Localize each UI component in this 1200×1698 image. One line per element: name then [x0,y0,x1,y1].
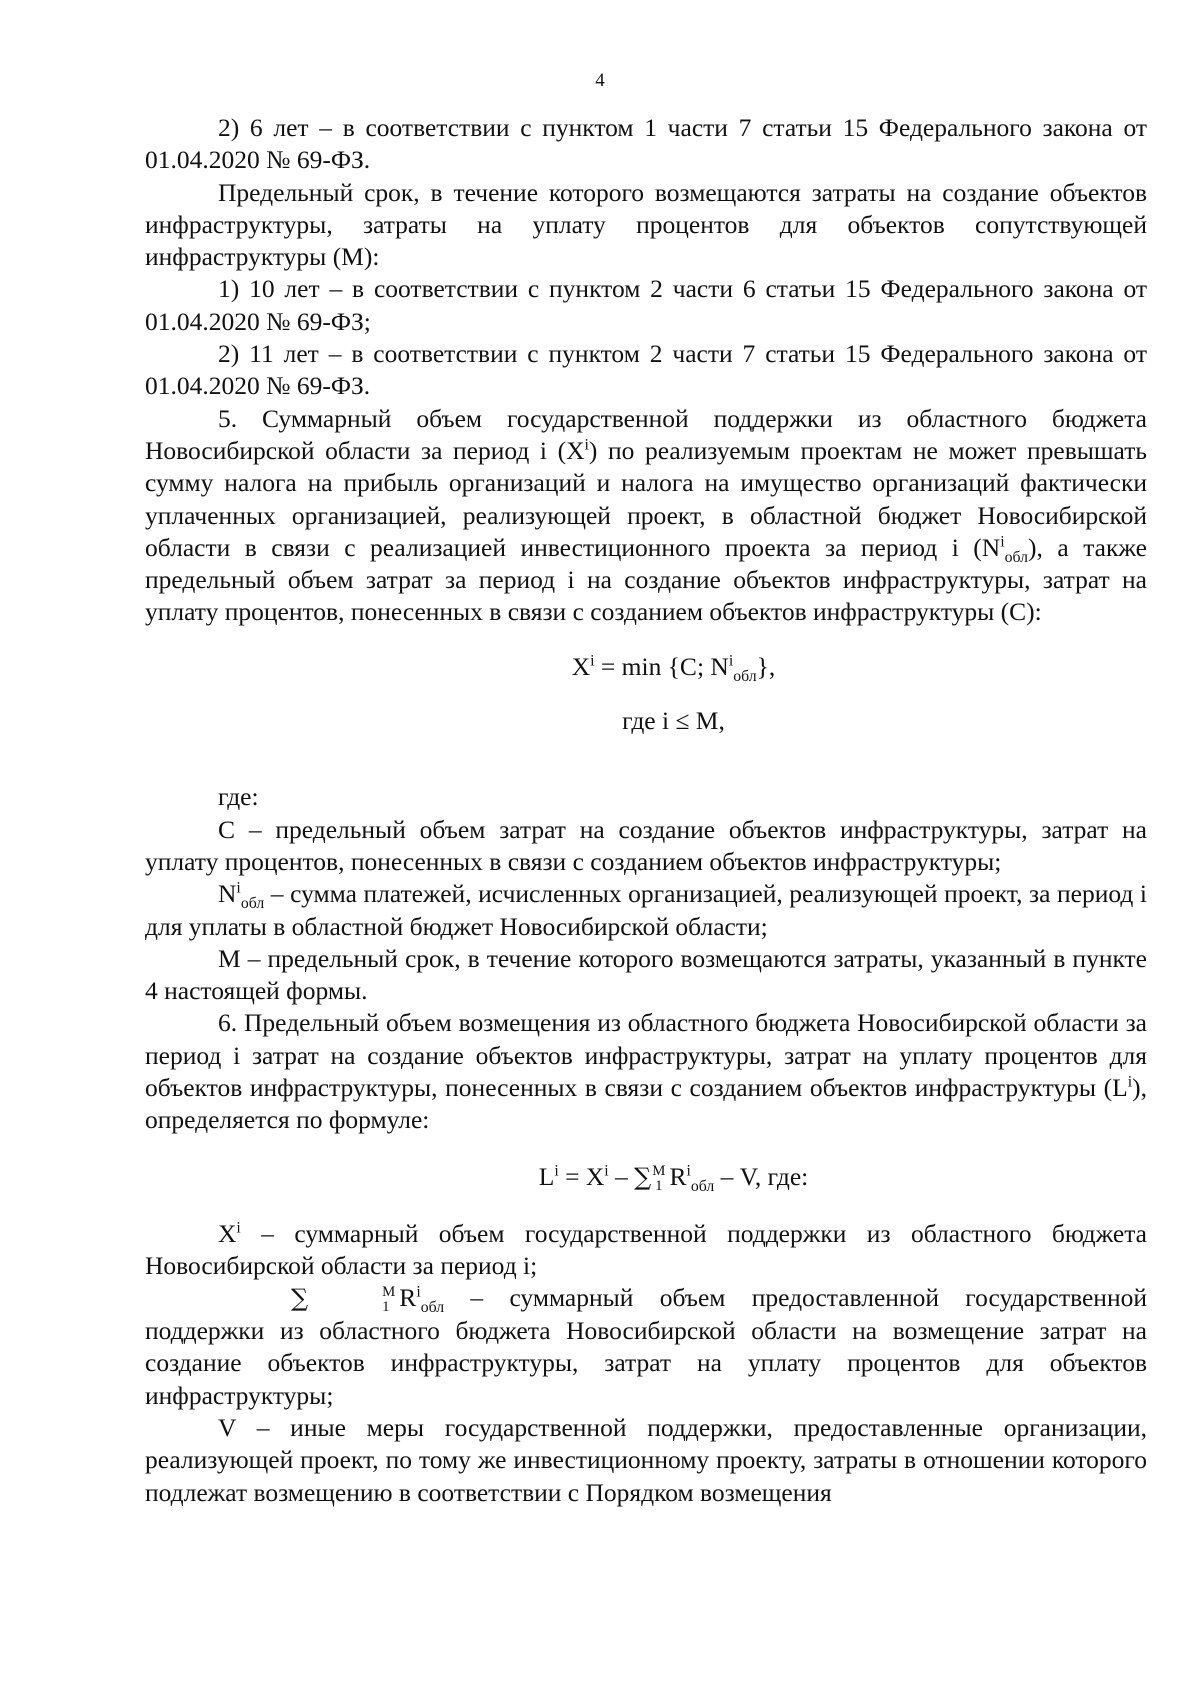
superscript-i: i [728,652,734,670]
superscript-i: i [236,879,241,897]
superscript-i: i [590,652,595,670]
symbol-r: R [399,1283,417,1313]
superscript-i: i [554,1162,559,1180]
sum-sign: ∑ [634,1162,652,1191]
paragraph-term-10-years: 1) 10 лет – в соответствии с пунктом 2 части 6 статьи 15 Федерального закона от 01.04.2020 № 69-ФЗ; [145,274,1147,336]
definition-m: M – предельный срок, в течение которого возмещаются затраты, указанный в пункте 4 настоящей формы. [145,943,1147,1006]
text-segment: 6. Предельный объем возмещения из областного бюджета Новосибирской области за период i затрат на создание объектов инфраструктуры, затрат на уплату процентов для объектов инфраструктуры, понесенных в связи с созданием объектов инфраструктуры (L [145,1008,1147,1103]
superscript-i: i [236,1219,241,1237]
subscript-obl: обл [1004,548,1029,566]
formula-l [145,1161,1147,1194]
subscript-obl: обл [690,1177,715,1195]
superscript-i: i [584,436,589,454]
document-body [145,112,1147,1509]
paragraph-term-6-years: 2) 6 лет – в соответствии с пунктом 1 части 7 статьи 15 Федерального закона от 01.04.2020 № 69-ФЗ. [145,113,1147,175]
formula-text: – V, где: [714,1161,809,1191]
definition-c: C – предельный объем затрат на создание объектов инфраструктуры, затрат на уплату процентов, понесенных в связи с созданием объектов инфраструктуры; [145,814,1147,876]
formula-symbol-x: X [571,651,591,681]
sum-upper-limit: M [382,1284,396,1301]
sum-limits [652,1164,665,1194]
text-segment: ), определяется по формуле: [145,1073,1147,1135]
definition-v: V – иные меры государственной поддержки, предоставленные организации, реализующей проект, по тому же инвестиционному проекту, затраты в отношении которого подлежат возмещению в соответствии с Порядком возмещения [145,1412,1147,1507]
definition-r-sum [145,1282,1147,1412]
definition-n-obl [145,878,1147,943]
paragraph-6-reimbursement [145,1007,1147,1136]
paragraph-5-total-support [145,403,1147,629]
text-segment: ), а также предельный объем затрат за период i на создание объектов инфраструктуры, затрат на уплату процентов, понесенных в связи с созданием объектов инфраструктуры (C): [145,532,1147,627]
text-segment: – сумма платежей, исчисленных организацией, реализующей проект, за период i для уплаты в областной бюджет Новосибирской области; [145,879,1147,941]
text-segment: – суммарный объем предоставленной государственной поддержки из областного бюджета Новосибирской области на возмещение затрат на создание объектов инфраструктуры, затрат на уплату процентов для объектов инфраструктуры; [145,1283,1147,1410]
superscript-i: i [416,1283,421,1301]
superscript-i: i [604,1162,609,1180]
definition-x [145,1218,1147,1283]
superscript-i: i [1000,533,1005,551]
superscript-i: i [686,1162,691,1180]
text-segment: 5. Суммарный объем государственной поддержки из областного бюджета Новосибирской области за период i (X [145,403,1147,465]
formula-text: = min {C; N [594,651,729,681]
superscript-i: i [1127,1073,1133,1091]
paragraph-term-11-years: 2) 11 лет – в соответствии с пунктом 2 части 7 статьи 15 Федерального закона от 01.04.2020 № 69-ФЗ. [145,339,1147,401]
symbol-n: N [218,879,237,909]
sum-lower-limit: 1 [655,1177,663,1194]
sum-limits [309,1285,395,1315]
subscript-obl: обл [733,667,757,685]
formula-symbol-r: R [669,1161,687,1191]
formula-condition: где i ≤ M, [622,706,725,736]
symbol-x: X [218,1218,237,1248]
sum-upper-limit: M [652,1162,666,1179]
sum-sign: ∑ [291,1284,309,1313]
page-number: 4 [595,70,605,91]
sum-lower-limit: 1 [382,1299,390,1316]
formula-symbol-l: L [538,1161,555,1191]
subscript-obl: обл [420,1299,445,1317]
formula-text: = X [558,1161,605,1191]
text-segment: – суммарный объем государственной поддержки из областного бюджета Новосибирской области за период i; [145,1218,1147,1280]
where-label: где: [218,782,259,812]
formula-x-min [145,651,1147,683]
formula-text: }, [756,651,776,681]
formula-text: – [608,1161,635,1191]
text-segment: ) по реализуемым проектам не может превышать сумму налога на прибыль организаций и налога на имущество организаций фактически уплаченных организацией, реализующей проект, в областной бюджет Новосибирской области в связи с реализацией инвестиционного проекта за период i (N [145,435,1147,562]
subscript-obl: обл [240,895,265,913]
paragraph-max-term-m: Предельный срок, в течение которого возмещаются затраты на создание объектов инфраструктуры, затраты на уплату процентов для объектов сопутствующей инфраструктуры (M): [145,177,1147,272]
